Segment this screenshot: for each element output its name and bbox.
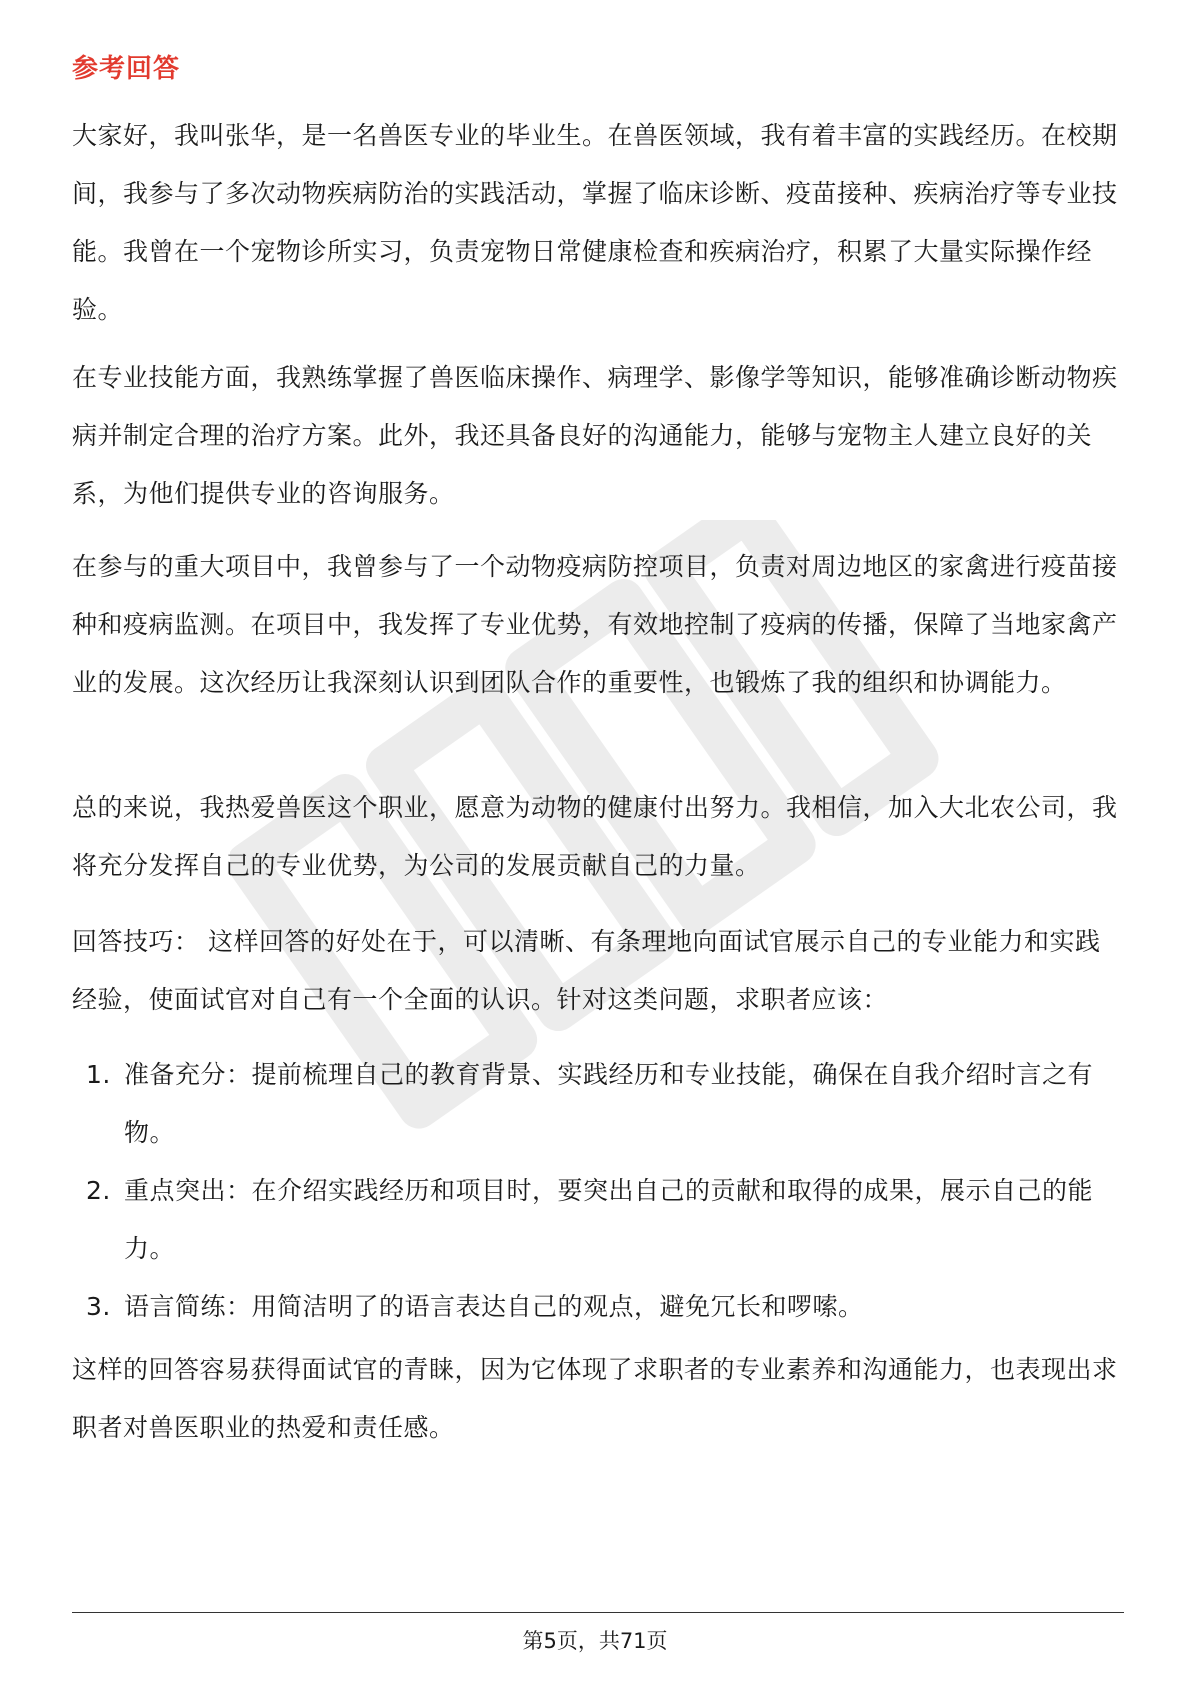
paragraph-skills: 在专业技能方面，我熟练掌握了兽医临床操作、病理学、影像学等知识，能够准确诊断动物疾病并制定合理的治疗方案。此外，我还具备良好的沟通能力，能够与宠物主人建立良好的关系，为他们提供专业的咨询服务。 bbox=[72, 363, 1118, 508]
list-text: 重点突出：在介绍实践经历和项目时，要突出自己的贡献和取得的成果，展示自己的能力。 bbox=[124, 1176, 1094, 1263]
footer-divider bbox=[72, 1612, 1124, 1613]
paragraph-project: 在参与的重大项目中，我曾参与了一个动物疫病防控项目，负责对周边地区的家禽进行疫苗接种和疫病监测。在项目中，我发挥了专业优势，有效地控制了疫病的传播，保障了当地家禽产业的发展。这次经历让我深刻认识到团队合作的重要性，也锻炼了我的组织和协调能力。 bbox=[72, 552, 1118, 697]
paragraph-summary: 总的来说，我热爱兽医这个职业，愿意为动物的健康付出努力。我相信，加入大北农公司，我将充分发挥自己的专业优势，为公司的发展贡献自己的力量。 bbox=[72, 793, 1118, 880]
list-item bbox=[72, 1278, 1122, 1336]
paragraph-intro: 大家好，我叫张华，是一名兽医专业的毕业生。在兽医领域，我有着丰富的实践经历。在校期间，我参与了多次动物疾病防治的实践活动，掌握了临床诊断、疫苗接种、疾病治疗等专业技能。我曾在一个宠物诊所实习，负责宠物日常健康检查和疾病治疗，积累了大量实际操作经验。 bbox=[72, 121, 1118, 324]
list-item bbox=[72, 1046, 1122, 1162]
list-number: 2. bbox=[86, 1176, 111, 1205]
list-number: 1. bbox=[86, 1060, 111, 1089]
page-number: 第5页，共71页 bbox=[522, 1629, 668, 1653]
list-text: 语言简练：用简洁明了的语言表达自己的观点，避免冗长和啰嗦。 bbox=[124, 1292, 864, 1321]
list-item bbox=[72, 1162, 1122, 1278]
tips-list bbox=[72, 1046, 1122, 1336]
list-text: 准备充分：提前梳理自己的教育背景、实践经历和专业技能，确保在自我介绍时言之有物。 bbox=[124, 1060, 1094, 1147]
paragraph-tips-intro: 回答技巧： 这样回答的好处在于，可以清晰、有条理地向面试官展示自己的专业能力和实践经验，使面试官对自己有一个全面的认识。针对这类问题，求职者应该： bbox=[72, 927, 1101, 1014]
list-number: 3. bbox=[86, 1292, 111, 1321]
section-title: 参考回答 bbox=[72, 54, 181, 84]
paragraph-closing: 这样的回答容易获得面试官的青睐，因为它体现了求职者的专业素养和沟通能力，也表现出求职者对兽医职业的热爱和责任感。 bbox=[72, 1355, 1118, 1442]
